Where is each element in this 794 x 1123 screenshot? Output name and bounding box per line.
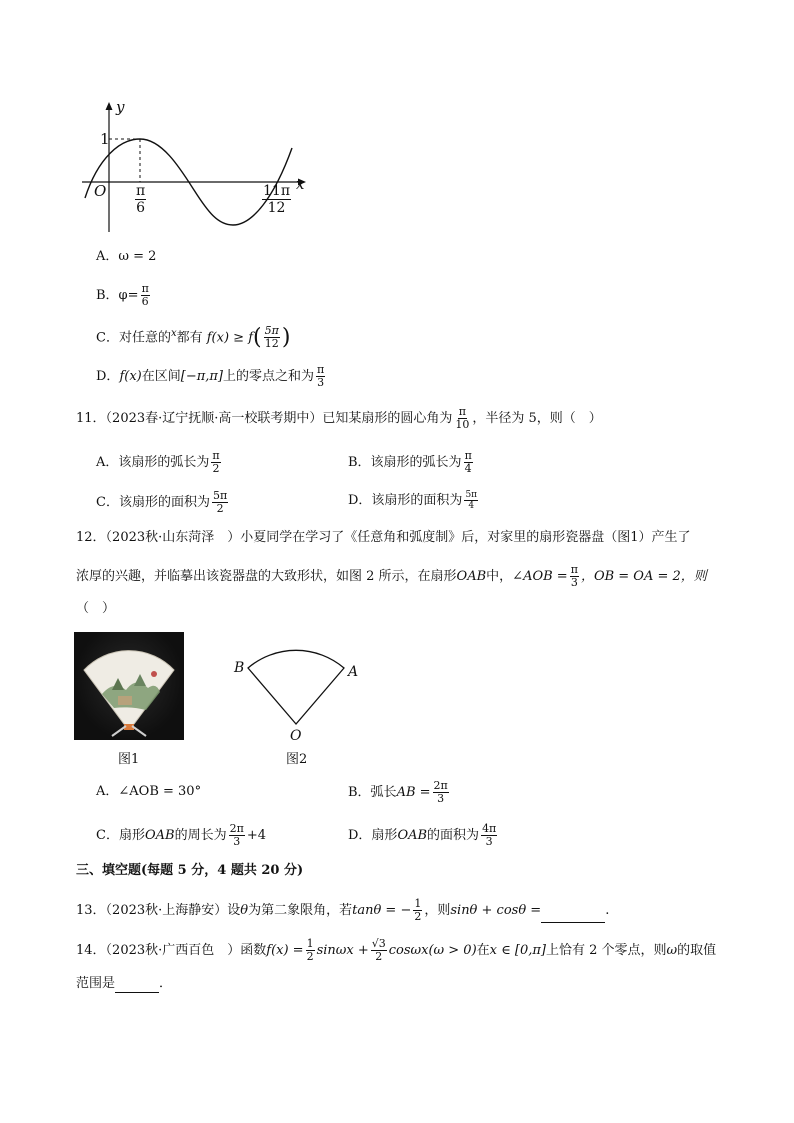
q12-stem-line3: （ ）: [76, 601, 116, 616]
q12-option-b: B．弧长AB = $\frac{2\pi}{3}$: [348, 779, 448, 805]
figure-2-caption: 图2: [286, 752, 308, 767]
q12-option-d: D．扇形OAB的面积为 $\frac{4\pi}{3}$: [348, 822, 497, 848]
x-tick-pi-6: $\frac{\pi}{6}$: [136, 183, 146, 216]
q12-option-a: A．∠AOB = 30°: [96, 784, 202, 799]
q14-stem-line2: 范围是 ．: [76, 976, 173, 991]
q12-option-c: C．扇形OAB的周长为 $\frac{2\pi}{3}$ +4: [96, 822, 266, 848]
q13-answer-blank[interactable]: [541, 910, 605, 923]
sector-label-o: O: [290, 728, 302, 744]
q12-stem-line1: 12．（2023秋·山东菏泽 ）小夏同学在学习了《任意角和弧度制》后，对家里的扇形瓷器盘（图1）产生了: [76, 530, 691, 545]
figure-1-caption: 图1: [118, 752, 140, 767]
q11-option-b: B．该扇形的弧长为 $\frac{\pi}{4}$: [348, 449, 472, 475]
y-axis-label: y: [116, 98, 125, 116]
q14-answer-blank[interactable]: [115, 980, 159, 993]
x-tick-11pi-12: $\frac{11\pi}{12}$: [263, 183, 291, 216]
sector-label-a: A: [348, 664, 359, 680]
origin-label: O: [94, 182, 107, 200]
q13-stem: 13．（2023秋·上海静安）设θ为第二象限角，若tanθ = − $\frac{1}{2}$ ，则sinθ + cosθ = .: [76, 897, 610, 923]
y-tick-one: 1: [100, 130, 110, 148]
q11-stem: 11．（2023春·辽宁抚顺·高一校联考期中）已知某扇形的圆心角为 $\frac{\pi}{10}$ ，半径为 5，则（ ）: [76, 405, 602, 431]
sector-outline: [248, 650, 344, 724]
q11-option-d: D．该扇形的面积为 $\frac{5\pi}{4}$: [348, 490, 478, 511]
sine-graph: [76, 98, 316, 238]
sector-label-b: B: [234, 660, 245, 676]
x-axis-label: x: [296, 175, 305, 193]
fan-plate-image: [74, 632, 184, 740]
q11-option-c: C．该扇形的面积为 $\frac{5\pi}{2}$: [96, 489, 228, 515]
y-axis-arrow: [106, 102, 113, 110]
q12-stem-line2: 浓厚的兴趣，并临摹出该瓷器盘的大致形状，如图 2 所示，在扇形OAB中，∠AOB = $\frac{\pi}{3}$ ，OB = OA = 2，则: [76, 563, 707, 589]
q14-stem-line1: 14．（2023秋·广西百色 ）函数f(x) = $\frac{1}{2}$ sinωx + $\frac{√3}{2}$ cosωx(ω > 0)在x ∈ [0,π]上恰有 2 个零点，则ω的取值: [76, 937, 717, 963]
q10-option-b: B．φ= $\frac{\pi}{6}$: [96, 282, 149, 308]
figure-2-sector: [240, 640, 360, 735]
q10-option-d: D．f(x)在区间[−π,π]上的零点之和为 $\frac{\pi}{3}$: [96, 363, 325, 389]
q11-option-a: A．该扇形的弧长为 $\frac{\pi}{2}$: [96, 449, 220, 475]
q10-option-a: A．ω = 2: [96, 249, 157, 264]
q10-option-c: C．对任意的$^x$都有 f(x) ≥ f( $\frac{5\pi}{12}$ ): [96, 324, 291, 351]
figure-1-photo: [74, 632, 184, 740]
section-3-heading: 三、填空题(每题 5 分，4 题共 20 分): [76, 863, 304, 878]
